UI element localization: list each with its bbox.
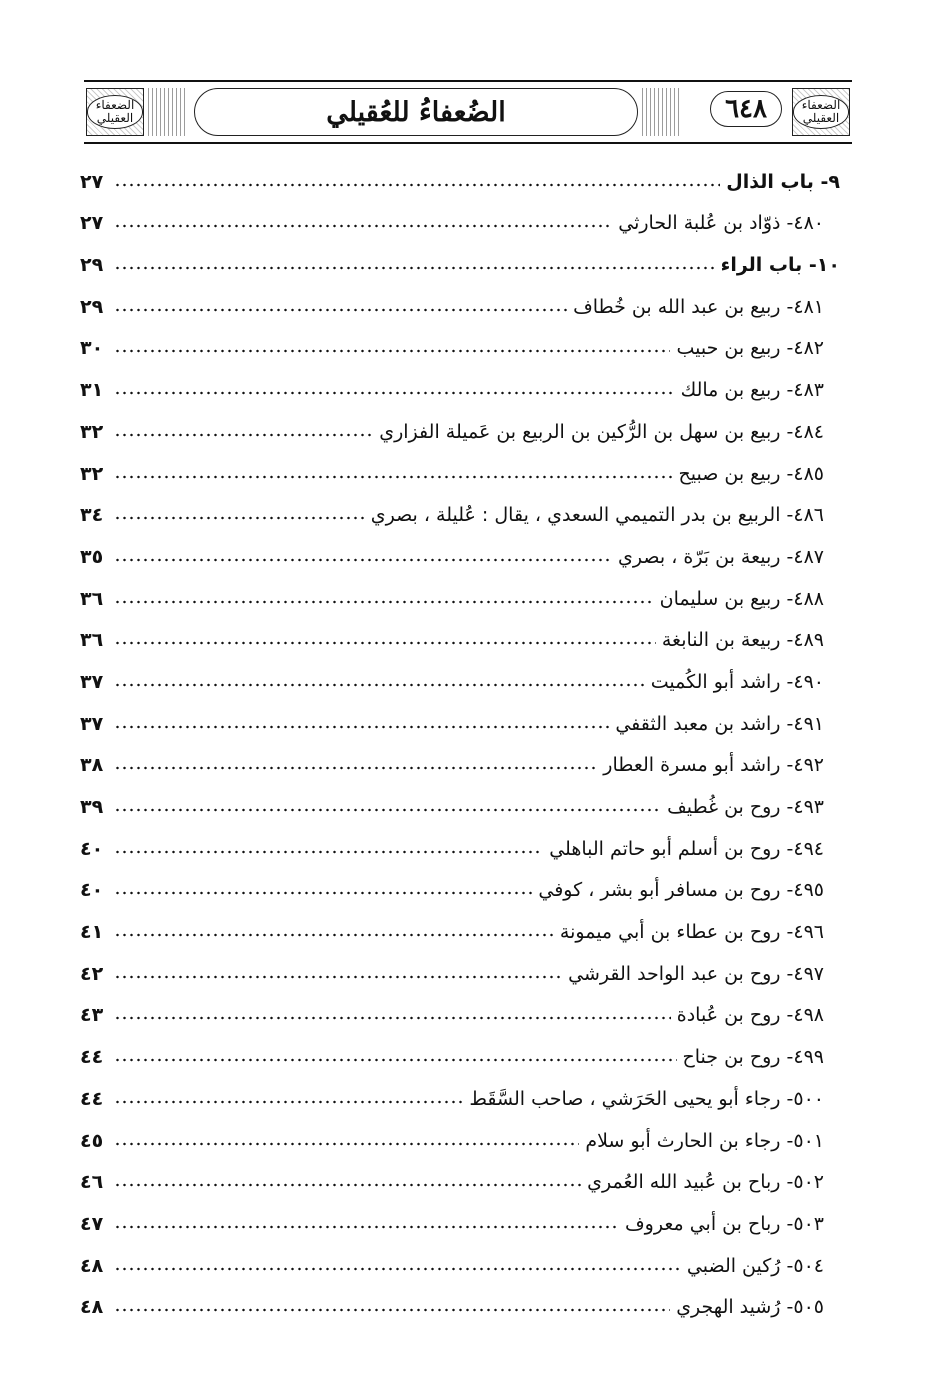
toc-entry-label: ٤٩٤- روح بن أسلم أبو حاتم الباهلي <box>549 837 824 860</box>
toc-page-number: ٤٤ <box>80 1087 104 1110</box>
toc-entry-label: ٤٩٥- روح بن مسافر أبو بشر ، كوفي <box>538 879 824 902</box>
toc-entry-label: ٤٩٢- راشد أبو مسرة العطار <box>603 754 824 777</box>
header-ornament-left <box>86 88 144 136</box>
toc-entry <box>80 407 840 449</box>
toc-entry <box>80 282 840 324</box>
toc-entry-label: ٤٨٤- ربيع بن سهل بن الرُّكين بن الربيع بن عَميلة الفزاري <box>379 420 824 443</box>
toc-entry-label: ٤٩٧- روح بن عبد الواحد القرشي <box>568 962 824 985</box>
toc-page-number: ٣٨ <box>80 754 104 777</box>
toc-entry <box>80 1074 840 1116</box>
dot-leader <box>114 725 609 729</box>
toc-entry-label: ٤٩٣- روح بن غُطيف <box>667 796 824 818</box>
dot-leader <box>114 975 562 979</box>
dot-leader <box>114 600 654 604</box>
dot-leader <box>114 433 373 437</box>
dot-leader <box>114 933 554 937</box>
toc-entry-label: ٩- باب الذال <box>726 170 840 193</box>
dot-leader <box>114 183 720 187</box>
dot-leader <box>114 1016 671 1020</box>
toc-entry <box>80 991 840 1033</box>
toc-page-number: ٣٦ <box>80 629 104 652</box>
toc-entry <box>80 449 840 491</box>
toc-page-number: ٢٩ <box>80 254 104 277</box>
dot-leader <box>114 1058 677 1062</box>
dot-leader <box>114 1183 581 1187</box>
toc-page-number: ٤٣ <box>80 1004 104 1027</box>
toc-entry <box>80 1158 840 1200</box>
toc-entry <box>80 949 840 991</box>
toc-entry <box>80 741 840 783</box>
toc-page-number: ٤٦ <box>80 1171 104 1194</box>
toc-page-number: ٤٨ <box>80 1254 104 1277</box>
page-number: ٦٤٨ <box>710 91 782 127</box>
toc-section-heading <box>80 240 840 282</box>
toc-page-number: ٤٢ <box>80 962 104 985</box>
header-ornament-right <box>792 88 850 136</box>
toc-page-number: ٣٧ <box>80 670 104 693</box>
toc-entry-label: ٥٠٢- رباح بن عُبيد الله العُمري <box>587 1171 824 1194</box>
dot-leader <box>114 391 675 395</box>
dot-leader <box>114 1142 579 1146</box>
toc-entry <box>80 1116 840 1158</box>
toc-entry-label: ٤٨٧- ربيعة بن بَرّة ، بصري <box>618 545 824 568</box>
toc-page-number: ٤٠ <box>80 837 104 860</box>
toc-entry-label: ٥٠٥- رُشيد الهجري <box>676 1296 824 1319</box>
dot-leader <box>114 349 670 353</box>
dot-leader <box>114 516 365 520</box>
toc-entry-label: ٤٨٠- ذوّاد بن عُلبة الحارثي <box>618 212 824 235</box>
toc-page-number: ٤٠ <box>80 879 104 902</box>
toc-entry <box>80 324 840 366</box>
toc-page-number: ٣٢ <box>80 420 104 443</box>
table-of-contents <box>80 157 840 1324</box>
toc-page-number: ٢٩ <box>80 295 104 318</box>
dot-leader <box>114 808 661 812</box>
dot-leader <box>114 641 656 645</box>
toc-page-number: ٤٥ <box>80 1129 104 1152</box>
toc-entry-label: ٤٨٣- ربيع بن مالك <box>680 379 824 402</box>
toc-entry <box>80 1283 840 1325</box>
dot-leader <box>114 308 567 312</box>
toc-entry <box>80 657 840 699</box>
header-frieze <box>148 88 188 136</box>
toc-page-number: ٤٨ <box>80 1296 104 1319</box>
dot-leader <box>114 891 532 895</box>
toc-page-number: ٣٠ <box>80 337 104 360</box>
dot-leader <box>114 1100 463 1104</box>
toc-entry-label: ٤٨٥- ربيع بن صبيح <box>678 462 824 485</box>
toc-page-number: ٤٤ <box>80 1046 104 1069</box>
dot-leader <box>114 1225 619 1229</box>
toc-entry-label: ٥٠١- رجاء بن الحارث أبو سلام <box>585 1129 824 1152</box>
dot-leader <box>114 1308 670 1312</box>
toc-entry-label: ٤٨٨- ربيع بن سليمان <box>659 587 824 610</box>
toc-entry <box>80 1241 840 1283</box>
toc-entry-label: ٤٨٢- ربيع بن حبيب <box>676 337 824 360</box>
toc-page-number: ٣٥ <box>80 545 104 568</box>
toc-entry <box>80 365 840 407</box>
dot-leader <box>114 1267 681 1271</box>
toc-entry <box>80 699 840 741</box>
dot-leader <box>114 766 597 770</box>
toc-entry-label: ٤٨٦- الربيع بن بدر التميمي السعدي ، يقال : عُليلة ، بصري <box>370 504 824 527</box>
toc-page-number: ٢٧ <box>80 170 104 193</box>
toc-entry <box>80 1199 840 1241</box>
toc-section-heading <box>80 157 840 199</box>
toc-page-number: ٢٧ <box>80 212 104 235</box>
toc-entry <box>80 491 840 533</box>
toc-entry-label: ٤٩٦- روح بن عطاء بن أبي ميمونة <box>559 921 824 944</box>
toc-entry <box>80 199 840 241</box>
toc-entry-label: ٤٩٠- راشد أبو الكُميت <box>650 670 824 693</box>
toc-entry <box>80 782 840 824</box>
toc-entry-label: ٥٠٠- رجاء أبو يحيى الحَرَشي ، صاحب السَّقَط <box>469 1087 824 1110</box>
toc-entry-label: ٤٨١- ربيع بن عبد الله بن خُطاف <box>573 295 824 318</box>
dot-leader <box>114 558 612 562</box>
dot-leader <box>114 475 672 479</box>
toc-page-number: ٤١ <box>80 921 104 944</box>
dot-leader <box>114 850 543 854</box>
toc-page-number: ٣١ <box>80 379 104 402</box>
ornament-text: الضعفاء العقيلي <box>87 95 143 128</box>
toc-entry-label: ٤٨٩- ربيعة بن النابغة <box>661 629 824 652</box>
title-cartouche <box>194 88 638 136</box>
toc-entry <box>80 1032 840 1074</box>
header-frieze <box>642 88 682 136</box>
ornament-text: الضعفاء العقيلي <box>793 95 849 128</box>
toc-entry-label: ١٠- باب الراء <box>720 254 840 277</box>
toc-entry-label: ٥٠٤- رُكين الضبي <box>686 1254 824 1277</box>
toc-entry <box>80 824 840 866</box>
toc-entry-label: ٥٠٣- رباح بن أبي معروف <box>624 1212 824 1235</box>
page-header <box>84 80 852 144</box>
toc-entry <box>80 532 840 574</box>
toc-entry <box>80 616 840 658</box>
toc-entry-label: ٤٩١- راشد بن معبد الثقفي <box>615 712 824 735</box>
toc-entry-label: ٤٩٩- روح بن جناح <box>682 1046 824 1069</box>
toc-entry <box>80 574 840 616</box>
dot-leader <box>114 683 645 687</box>
toc-page-number: ٣٢ <box>80 462 104 485</box>
toc-entry <box>80 907 840 949</box>
toc-page-number: ٤٧ <box>80 1212 104 1235</box>
toc-page-number: ٣٩ <box>80 796 104 818</box>
toc-page-number: ٣٦ <box>80 587 104 610</box>
toc-entry-label: ٤٩٨- روح بن عُبادة <box>676 1004 824 1027</box>
book-title: الضُعفاءُ للعُقيلي <box>326 96 506 128</box>
dot-leader <box>114 224 612 228</box>
toc-entry <box>80 866 840 908</box>
toc-page-number: ٣٧ <box>80 712 104 735</box>
toc-page-number: ٣٤ <box>80 504 104 527</box>
dot-leader <box>114 266 715 270</box>
